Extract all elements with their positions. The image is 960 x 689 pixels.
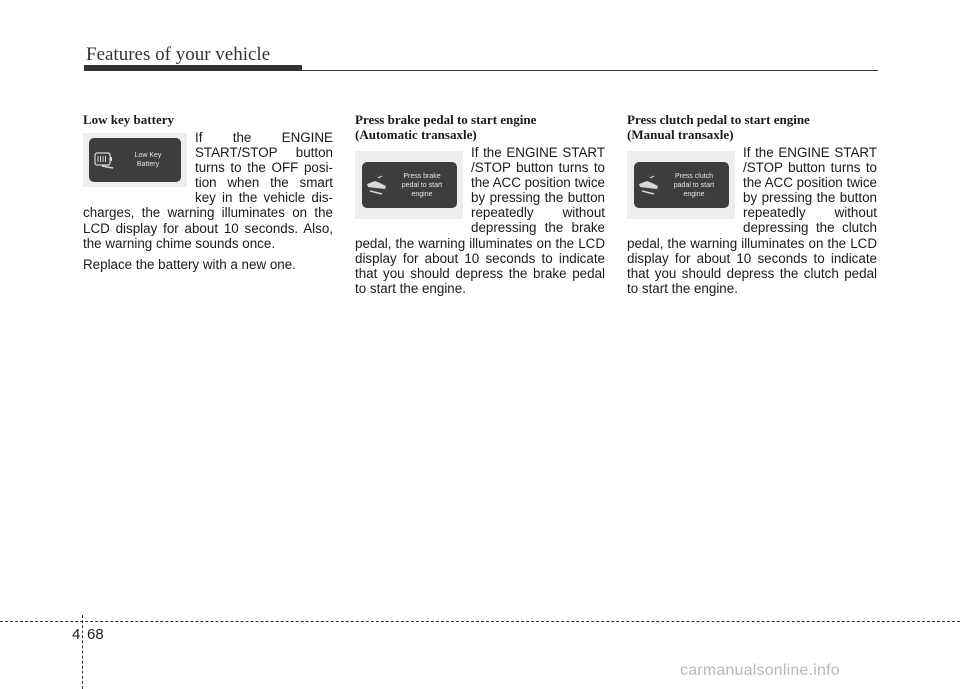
- warning-figure-low-key-battery: [83, 133, 187, 187]
- section-low-key-battery: [83, 112, 333, 272]
- body-paragraph: If the ENGINE START /STOP button turns to the ACC position twice by pressing the button repeatedly without depressing the brake pedal, the warning illuminates on the LCD display for about 10 seconds to indicate that you should depress the brake pedal to start the engine.: [355, 145, 605, 296]
- lcd-warning-display: [89, 138, 181, 182]
- header-rule: [84, 70, 878, 71]
- chapter-number: 4: [72, 626, 81, 643]
- lcd-line: Press brake: [403, 172, 441, 180]
- foot-on-pedal-icon: [362, 175, 392, 195]
- body-paragraph: If the ENGINE START/STOP button turns to the OFF posi-tion when the smart key in the vehicle dis-charges, the warning illuminates on the LCD display for about 10 seconds. Also, the warning chime sounds once.: [83, 130, 333, 251]
- heading-line: Press brake pedal to start engine: [355, 112, 537, 127]
- page-number: 68: [87, 626, 104, 643]
- warning-figure-press-clutch: [627, 151, 735, 219]
- lcd-line: engine: [411, 190, 433, 198]
- lcd-line: padal to start: [673, 181, 715, 189]
- lcd-warning-text: [392, 172, 457, 199]
- section-heading: Low key battery: [83, 112, 174, 127]
- lcd-warning-text: [119, 151, 181, 169]
- lcd-line: pedal to start: [401, 181, 443, 189]
- lcd-line: Battery: [136, 161, 160, 168]
- lcd-line: Press clutch: [674, 172, 714, 180]
- warning-figure-press-brake: [355, 151, 463, 219]
- footer-rule: [0, 621, 960, 622]
- heading-line: (Automatic transaxle): [355, 127, 477, 142]
- key-battery-icon: [89, 150, 119, 170]
- section-press-brake-pedal: [355, 112, 605, 296]
- lcd-line: engine: [683, 190, 705, 198]
- lcd-warning-text: [664, 172, 729, 199]
- page-header-title: Features of your vehicle: [86, 44, 271, 65]
- site-watermark: carmanualsonline.info: [680, 662, 840, 679]
- footer-divider: [82, 615, 83, 689]
- lcd-line: Low Key: [134, 152, 162, 159]
- section-press-clutch-pedal: [627, 112, 877, 296]
- lcd-warning-display: [362, 162, 457, 208]
- section-heading: [627, 112, 877, 142]
- heading-line: Press clutch pedal to start engine: [627, 112, 810, 127]
- lcd-warning-display: [634, 162, 729, 208]
- body-paragraph: If the ENGINE START /STOP button turns to the ACC position twice by pressing the button repeatedly without depressing the clutch pedal, the warning illuminates on the LCD display for about 10 seconds to indicate that you should depress the clutch pedal to start the engine.: [627, 145, 877, 296]
- foot-on-pedal-icon: [634, 175, 664, 195]
- heading-line: (Manual transaxle): [627, 127, 734, 142]
- body-paragraph: Replace the battery with a new one.: [83, 256, 296, 272]
- section-heading: [355, 112, 605, 142]
